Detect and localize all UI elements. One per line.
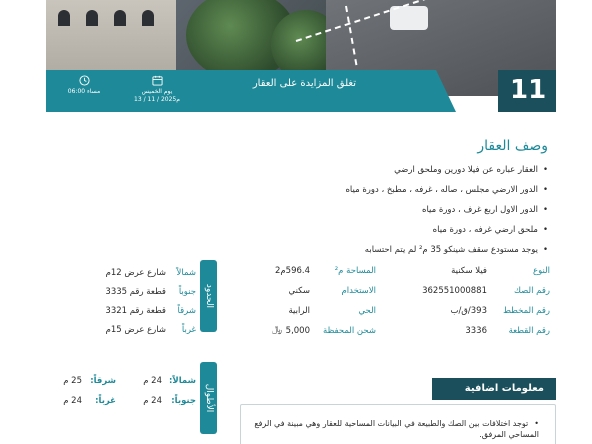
list-item: • ملحق ارضي غرفه ، دورة مياه xyxy=(268,220,548,240)
length-south-value: 24 م xyxy=(143,396,162,406)
length-north-value: 24 م xyxy=(143,376,162,386)
deed-value: 362551000881 xyxy=(422,286,487,296)
deed-label: رقم الصك xyxy=(513,286,550,296)
auction-banner xyxy=(46,70,556,112)
area-label: المساحة م² xyxy=(334,266,376,276)
lengths-title: الأطوال xyxy=(203,383,214,413)
plot-label: رقم القطعة xyxy=(508,326,550,336)
list-item: • الدور الارضي مجلس ، صاله ، غرفه ، مطبخ ، دورة مياه xyxy=(268,180,548,200)
boundary-value: شارع عرض 12م xyxy=(105,268,166,278)
list-item: • العقار عباره عن فيلا دورين وملحق ارضي xyxy=(268,160,548,180)
riyal-icon: ﷼ xyxy=(272,325,282,335)
type-label: النوع xyxy=(533,266,550,276)
district-label: الحي xyxy=(358,306,376,316)
boundary-dir: شرقاً xyxy=(177,306,196,316)
extra-info-header xyxy=(432,378,556,400)
length-south-label: جنوباً: xyxy=(171,396,196,406)
lot-number-box xyxy=(498,70,556,112)
banner-band xyxy=(46,70,546,112)
calendar-icon xyxy=(152,75,163,86)
extra-info-box xyxy=(240,404,556,444)
lengths-tab xyxy=(200,362,217,434)
boundary-dir: شمالاً xyxy=(176,268,196,278)
description-list xyxy=(268,160,548,260)
extra-info-text: • توجد اختلافات بين الصك والطبيعة في البيانات المساحية للعقار وهي مبينة في الرفع المساحي المرفق. xyxy=(249,418,539,440)
extra-info-title: معلومات اضافية xyxy=(464,383,544,394)
shipping-label: شحن المحفظة xyxy=(323,326,376,336)
boundaries-title: الحدود xyxy=(203,283,214,309)
time-info xyxy=(64,75,104,96)
auction-time: 06:00 مساء xyxy=(67,88,101,95)
auction-date: 13 / 11 / 2025م xyxy=(134,96,180,103)
boundary-dir: جنوباً xyxy=(178,287,196,297)
auction-close-title: تغلق المزايدة على العقار xyxy=(252,78,356,89)
description-title: وصف العقار xyxy=(477,138,548,154)
plan-value: 393/ق/ب xyxy=(450,306,487,316)
use-value: سكني xyxy=(288,286,310,296)
boundary-dir: غرباً xyxy=(181,325,196,335)
length-west-label: غرباً: xyxy=(95,396,116,406)
use-label: الاستخدام xyxy=(341,286,376,296)
type-value: فيلا سكنية xyxy=(451,266,487,276)
boundary-value: قطعة رقم 3321 xyxy=(105,306,166,316)
clock-icon xyxy=(79,75,90,86)
list-item: • الدور الاول اربع غرف ، دورة مياه xyxy=(268,200,548,220)
shipping-value: 5,000 xyxy=(285,326,310,336)
plot-value: 3336 xyxy=(465,326,487,336)
boundary-value: قطعة رقم 3335 xyxy=(105,287,166,297)
date-info xyxy=(126,75,188,104)
length-east-value: 25 م xyxy=(63,376,82,386)
auction-day: يوم الخميس xyxy=(141,88,173,95)
length-north-label: شمالاً: xyxy=(169,376,196,386)
length-east-label: شرقاً: xyxy=(90,376,116,386)
district-value: الرابية xyxy=(288,306,310,316)
boundary-value: شارع عرض 15م xyxy=(105,325,166,335)
length-west-value: 24 م xyxy=(63,396,82,406)
plan-label: رقم المخطط xyxy=(503,306,550,316)
list-item: • يوجد مستودع سقف شينكو 35 م² لم يتم احتسابه xyxy=(268,240,548,260)
boundaries-tab xyxy=(200,260,217,332)
lot-number: 11 xyxy=(510,75,547,105)
area-value: 596.4م2 xyxy=(274,266,310,276)
